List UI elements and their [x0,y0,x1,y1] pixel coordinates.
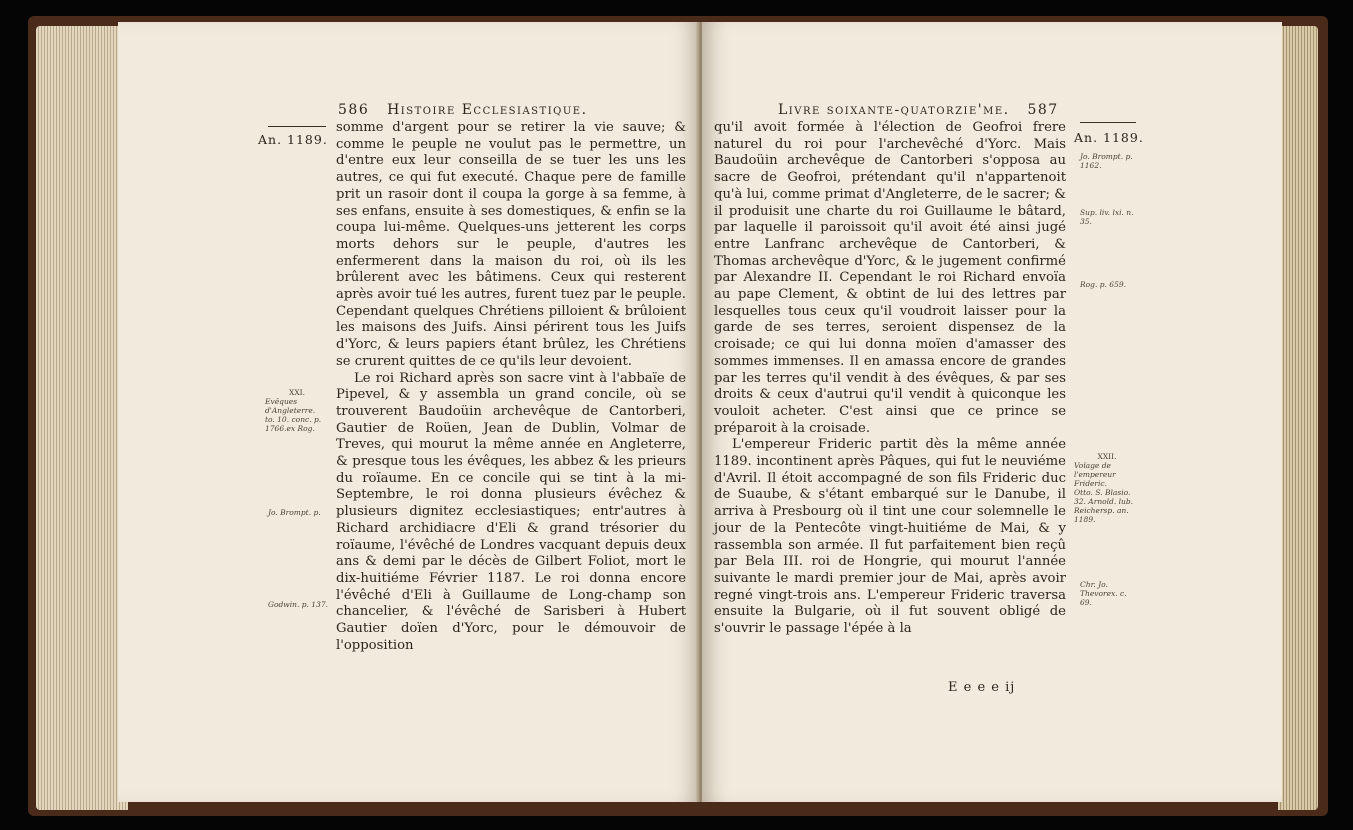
left-page [118,22,700,802]
right-page-edges [1278,26,1318,810]
margin-note-brompton: Jo. Brompt. p. 1162. [1080,152,1133,170]
margin-note-rog: Rog. p. 659. [1080,280,1126,289]
margin-note-ref: Otto. S. Blasio. 32. Arnold. lub. Reichersp. an. 1189. [1074,488,1134,524]
signature-mark: E e e e ij [948,680,1016,695]
margin-section: XXI. [288,388,306,397]
margin-rule [1080,122,1136,123]
right-page [702,22,1282,802]
margin-note-sup: Sup. liv. lxi. n. 35. [1080,208,1134,226]
margin-note-brompton: Jo. Brompt. p. [268,508,321,517]
page-number: 586 [338,102,370,118]
page-number: 587 [1027,102,1059,118]
margin-year: An. 1189. [1074,130,1144,145]
paragraph: somme d'argent pour se retirer la vie sauve; & comme le peuple ne voulut pas le permettre, un d'entre eux leur conseilla de se tuer les uns les autres, ce qui fut executé. Chaque pere de famille prit un rasoir dont il coupa la gorge à sa femme, à ses enfans, ensuite à ses domestiques, & enfin se la coupa lui-même. Quelques-uns jetterent les corps morts dehors sur le peuple, d'autres les enfermerent dans la maison du roi, où ils les brûlerent avec les bâtimens. Ceux qui resterent après avoir tué les autres, furent tuez par le peuple. Cependant quelques Chrétiens pilloient & brûloient les maisons des Juifs. Ainsi périrent tous les Juifs d'Yorc, & leurs papiers étant brûlez, les Chrétiens se crurent quittes de ce qu'ils leur devoient. [336,120,686,369]
margin-year: An. 1189. [258,132,328,147]
margin-note-22 [1074,452,1140,524]
margin-note-title: Voïage de l'empereur Frideric. [1074,461,1116,488]
left-text-column [336,120,686,655]
margin-note-godwin: Godwin. p. 137. [268,600,328,609]
running-title: Histoire Ecclesiastique. [387,102,588,118]
left-running-head [338,102,588,118]
margin-rule [268,126,326,127]
margin-note-title: Evêques d'Angleterre. [265,397,316,415]
right-text-column [714,120,1066,638]
running-title: Livre soixante-quatorzie'me. [778,102,1010,118]
margin-section: XXII. [1097,452,1117,461]
margin-note-21 [265,388,329,433]
right-running-head [778,102,1059,118]
paragraph: qu'il avoit formée à l'élection de Geofroi frere naturel du roi pour l'archevêché d'Yorc. Mais Baudoüin archevêque de Cantorberi s'opposa au sacre de Geofroi, prétendant qu'il n'appartenoit qu'à lui, comme primat d'Angleterre, de le sacrer; & il produisit une charte du roi Guillaume le bâtard, par laquelle il paroissoit qu'il avoit été ainsi jugé entre Lanfranc archevêque de Cantorberi, & Thomas archevêque d'Yorc, & le jugement confirmé par Alexandre II. Cependant le roi Richard envoïa au pape Clement, & obtint de lui des lettres par lesquelles tous ceux qu'il voudroit laisser pour la garde de ses terres, seroient dispensez de la croisade; ce qui lui donna moïen d'amasser des sommes immenses. Il en amassa encore de grandes par les terres qu'il vendit à des évêques, & par ses droits & ceux d'autrui qu'il vendit à quiconque les vouloit acheter. C'est ainsi que ce prince se préparoit à la croisade. [714,120,1066,436]
paragraph: Le roi Richard après son sacre vint à l'abbaïe de Pipevel, & y assembla un grand concile, où se trouverent Baudoüin archevêque de Cantorberi, Gautier de Roüen, Jean de Dublin, Volmar de Treves, qui mourut la même année en Angleterre, & presque tous les évêques, les abbez & les prieurs du roïaume. En ce concile qui se tint à la mi-Septembre, le roi donna plusieurs évêchez & plusieurs dignitez ecclesiastiques; entr'autres à Richard archidiacre d'Eli & grand trésorier du roïaume, l'évêché de Londres vacquant depuis deux ans & demi par le décès de Gilbert Foliot, mort le dix-huitiéme Février 1187. Le roi donna encore l'évêché d'Eli à Guillaume de Long-champ son chancelier, & l'évêché de Sarisberi à Hubert Gautier doïen d'Yorc, pour le démouvoir de l'opposition [336,370,686,653]
paragraph: L'empereur Frideric partit dès la même année 1189. incontinent après Pâques, qui fut le neuviéme d'Avril. Il étoit accompagné de son fils Frideric duc de Suaube, & s'étant embarqué sur le Danube, il arriva à Presbourg où il tint une cour solemnelle le jour de la Pentecôte vingt-huitiéme de Mai, & y rassembla son armée. Il fut parfaitement bien reçû par Bela III. roi de Hongrie, qui mourut l'année suivante le mardi premier jour de Mai, après avoir regné vingt-trois ans. L'empereur Frideric traversa ensuite la Bulgarie, où il fut souvent obligé de s'ouvrir le passage l'épée à la [714,437,1066,637]
margin-note-ref: to. 10. conc. p. 1766.ex Rog. [265,415,322,433]
left-page-edges [36,26,128,810]
margin-note-chronicle: Chr. Jo. Thevorex. c. 69. [1080,580,1127,607]
